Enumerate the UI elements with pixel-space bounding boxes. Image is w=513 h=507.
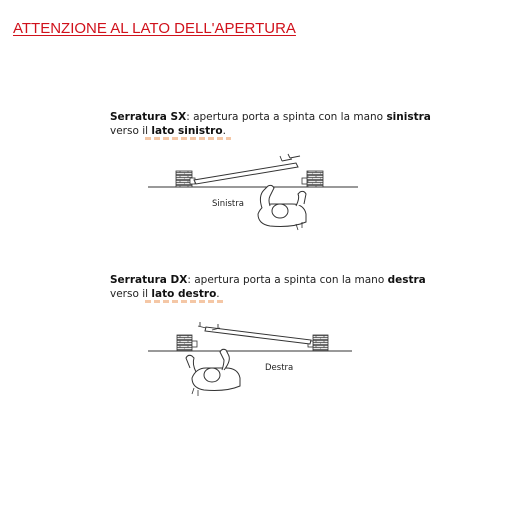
side-label-sx: Sinistra (212, 199, 244, 209)
side-label-dx: Destra (265, 363, 294, 373)
caption-dx-hand: destra (387, 274, 426, 286)
frame-left-dx (192, 341, 197, 347)
caption-dx-side: lato destro (151, 288, 217, 300)
page-heading: ATTENZIONE AL LATO DELL'APERTURA (13, 20, 296, 37)
door-leaf-sx (194, 163, 298, 184)
caption-dx-text: : apertura porta a spinta con la mano (187, 274, 388, 286)
door-leaf-dx (205, 327, 311, 344)
wall-left-dx (177, 335, 192, 351)
frame-right-sx (302, 178, 307, 184)
caption-dx-prefix: verso il (110, 288, 152, 300)
caption-sx-title: Serratura SX (110, 111, 187, 123)
wall-right-dx (313, 335, 328, 351)
door-handle-sx (280, 154, 300, 161)
caption-dx-end: . (216, 288, 220, 300)
caption-sx-end: . (222, 125, 226, 137)
caption-sx-hand: sinistra (386, 111, 431, 123)
caption-dx-title: Serratura DX (110, 274, 188, 286)
caption-sx-text: : apertura porta a spinta con la mano (186, 111, 387, 123)
person-icon-sx (258, 185, 306, 230)
diagram-sx (148, 154, 358, 230)
caption-sx-prefix: verso il (110, 125, 152, 137)
caption-sx-side: lato sinistro (151, 125, 223, 137)
person-icon-dx (186, 349, 240, 396)
diagram-dx (148, 322, 352, 396)
wall-right-sx (307, 171, 323, 187)
